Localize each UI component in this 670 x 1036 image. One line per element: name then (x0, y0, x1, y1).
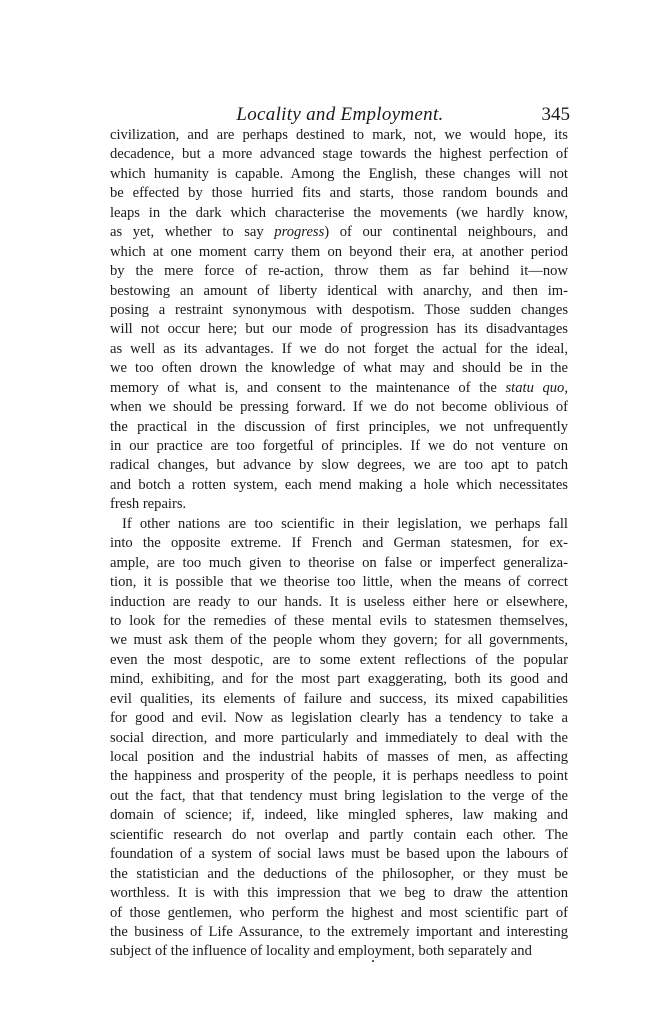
text-line: the statistician and the deductions of the philosopher, or they must be (110, 865, 568, 882)
text-line: as well as its advantages. If we do not forget the actual for the ideal, (110, 340, 568, 357)
text-line: civilization, and are perhaps destined to mark, not, we would hope, its (110, 127, 568, 143)
text-line: subject of the influence of locality and employment, both separately and (110, 943, 532, 960)
text-line: worthless. It is with this impression that we beg to draw the attention (110, 885, 568, 902)
text-line: local position and the industrial habits of masses of men, as affecting (110, 749, 568, 765)
text-line: evil qualities, its elements of failure and success, its mixed capabilities (110, 690, 568, 707)
running-title: Locality and Employment. (236, 104, 444, 125)
text-line: domain of science; if, indeed, like mingled spheres, law making and (110, 807, 568, 824)
text-line: ample, are too much given to theorise on false or imperfect generaliza- (110, 554, 568, 571)
text-line: foundation of a system of social laws must be based upon the labours of (110, 846, 568, 863)
text-line: fresh repairs. (110, 496, 187, 513)
text-line: the business of Life Assurance, to the extremely important and interesting (110, 923, 568, 940)
text-line: we too often drown the knowledge of what may and should be in the (110, 360, 568, 377)
text-line: of those gentlemen, who perform the highest and most scientific part of (110, 904, 568, 921)
text-line: to look for the remedies of these mental evils to statesmen themselves, (110, 612, 568, 629)
text-line: decadence, but a more advanced stage towards the highest perfection of (110, 146, 568, 163)
text-line: as yet, whether to say progress) of our continental neighbours, and (110, 224, 568, 241)
text-line: be effected by those hurried fits and starts, those random bounds and (110, 185, 568, 202)
italic-phrase: statu quo, (505, 379, 568, 396)
text-line: in our practice are too forgetful of principles. If we do not venture on (110, 438, 568, 454)
text-line: which at one moment carry them on beyond their era, at another period (110, 243, 568, 260)
text-line: leaps in the dark which characterise the movements (we hardly know, (110, 204, 568, 221)
text-line: by the mere force of re-action, throw them as far behind it—now (110, 263, 568, 280)
text-line: induction are ready to our hands. It is useless either here or elsewhere, (110, 593, 568, 610)
page-number: 345 (541, 104, 570, 125)
text-line: tion, it is possible that we theorise too little, when the means of correct (110, 574, 568, 591)
text-line: memory of what is, and consent to the maintenance of the statu quo, (110, 379, 568, 396)
text-line: even the most despotic, are to some extent reflections of the popular (110, 651, 568, 668)
text-line: into the opposite extreme. If French and German statesmen, for ex- (110, 535, 568, 552)
text-line: the happiness and prosperity of the people, it is perhaps needless to point (110, 768, 568, 785)
running-head (110, 104, 570, 128)
text-line: radical changes, but advance by slow degrees, we are too apt to patch (110, 457, 568, 474)
italic-word: progress (274, 224, 325, 241)
text-line: social direction, and more particularly and immediately to deal with the (110, 729, 568, 746)
print-speck (372, 960, 374, 962)
text-line: and botch a rotten system, each mend making a hole which necessitates (110, 476, 568, 493)
text-line: mind, exhibiting, and for the most part exaggerating, both its good and (110, 671, 568, 688)
text-line: If other nations are too scientific in their legislation, we perhaps fall (122, 515, 568, 532)
text-line: scientific research do not overlap and partly contain each other. The (110, 826, 568, 843)
text-line: bestowing an amount of liberty identical with anarchy, and then im- (110, 282, 568, 299)
text-line: when we should be pressing forward. If we do not become oblivious of (110, 399, 568, 416)
text-line: posing a restraint synonymous with despotism. Those sudden changes (110, 301, 568, 318)
text-line: out the fact, that that tendency must bring legislation to the verge of the (110, 787, 568, 804)
text-line: the practical in the discussion of first principles, we not unfrequently (110, 418, 568, 435)
text-line: we must ask them of the people whom they govern; for all governments, (110, 632, 568, 649)
text-line: will not occur here; but our mode of progression has its disadvantages (110, 321, 568, 338)
text-line: which humanity is capable. Among the English, these changes will not (110, 165, 568, 182)
paragraph-1 (110, 126, 568, 515)
paragraph-2 (110, 515, 568, 962)
text-body (110, 126, 568, 962)
text-line: for good and evil. Now as legislation clearly has a tendency to take a (110, 710, 568, 727)
